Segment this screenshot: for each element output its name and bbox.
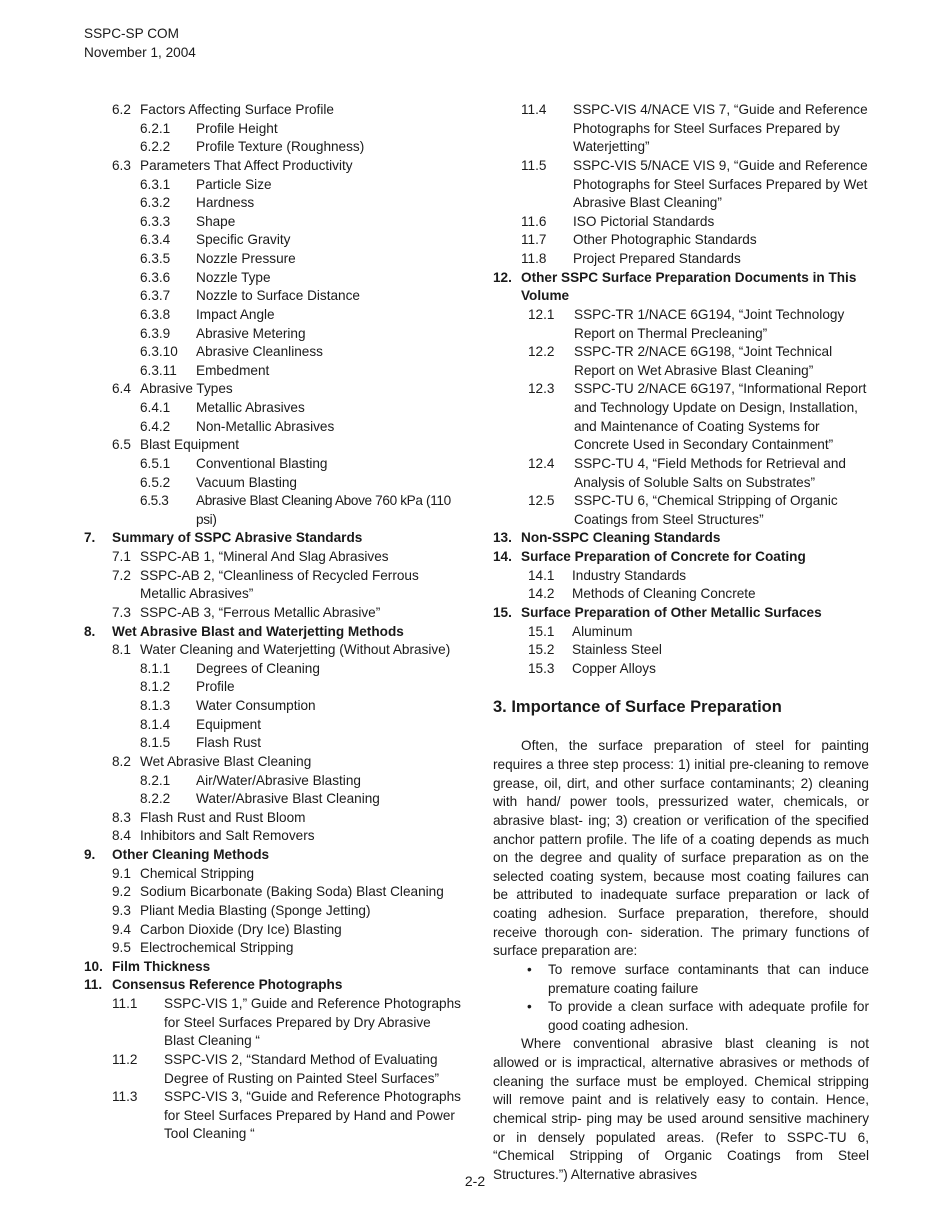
toc-entry-text: Film Thickness xyxy=(112,958,211,974)
toc-entry xyxy=(84,529,464,548)
toc-entry-number: 15.2 xyxy=(528,642,555,658)
toc-entry-text: Other SSPC Surface Preparation Documents in This Volume xyxy=(521,269,857,304)
toc-entry xyxy=(84,846,464,865)
toc-entry-text: Chemical Stripping xyxy=(140,865,255,881)
toc-entry-number: 12.1 xyxy=(528,306,555,322)
toc-entry-text: Stainless Steel xyxy=(572,642,662,658)
toc-entry-number: 9.2 xyxy=(112,884,131,900)
toc-entry xyxy=(84,809,464,828)
toc-entry-number: 12.2 xyxy=(528,344,555,360)
page-header xyxy=(84,24,196,62)
toc-entry xyxy=(84,343,464,362)
toc-entry xyxy=(84,325,464,344)
toc-entry-text: Aluminum xyxy=(572,623,633,639)
toc-entry xyxy=(84,790,464,809)
toc-entry-number: 6.3.4 xyxy=(140,232,171,248)
toc-entry xyxy=(84,976,464,995)
toc-entry xyxy=(493,529,869,548)
toc-entry-text: Specific Gravity xyxy=(196,232,291,248)
toc-entry-text: Abrasive Metering xyxy=(196,325,306,341)
toc-entry xyxy=(84,138,464,157)
toc-entry-text: Air/Water/Abrasive Blasting xyxy=(196,772,361,788)
toc-entry xyxy=(493,492,869,529)
toc-entry-number: 8.3 xyxy=(112,809,131,825)
toc-entry xyxy=(493,567,869,586)
toc-entry xyxy=(84,101,464,120)
toc-entry-text: SSPC-TR 1/NACE 6G194, “Joint Technology Report on Thermal Precleaning” xyxy=(574,306,845,341)
toc-entry xyxy=(84,306,464,325)
section-3-title: 3. Importance of Surface Preparation xyxy=(493,698,782,717)
toc-entry-text: Abrasive Cleanliness xyxy=(196,344,323,360)
toc-entry-text: Profile Texture (Roughness) xyxy=(196,139,365,155)
toc-entry-text: Pliant Media Blasting (Sponge Jetting) xyxy=(140,902,371,918)
toc-entry-text: Wet Abrasive Blast and Waterjetting Methods xyxy=(112,623,404,639)
toc-entry xyxy=(84,474,464,493)
toc-entry-number: 9.1 xyxy=(112,865,131,881)
document-date: November 1, 2004 xyxy=(84,45,196,60)
toc-entry-text: Carbon Dioxide (Dry Ice) Blasting xyxy=(140,921,342,937)
toc-entry-number: 11.3 xyxy=(112,1089,138,1105)
toc-entry-text: Hardness xyxy=(196,195,255,211)
toc-entry xyxy=(84,269,464,288)
toc-entry xyxy=(493,641,869,660)
toc-entry-number: 7.3 xyxy=(112,604,131,620)
toc-entry-text: Sodium Bicarbonate (Baking Soda) Blast Cleaning xyxy=(140,884,444,900)
toc-entry xyxy=(84,734,464,753)
toc-entry-text: Project Prepared Standards xyxy=(573,251,741,266)
toc-entry xyxy=(84,753,464,772)
toc-entry-number: 11.7 xyxy=(521,232,547,248)
toc-entry-text: Equipment xyxy=(196,716,261,732)
toc-entry-text: Nozzle Type xyxy=(196,269,271,285)
toc-entry-number: 6.3.3 xyxy=(140,213,171,229)
toc-entry-text: Particle Size xyxy=(196,176,272,192)
toc-entry-number: 7. xyxy=(84,530,96,546)
toc-entry-text: Abrasive Types xyxy=(140,381,233,397)
bullet-text: To remove surface contaminants that can induce premature coating failure xyxy=(548,961,869,996)
toc-entry-text: Conventional Blasting xyxy=(196,455,328,471)
toc-entry xyxy=(84,399,464,418)
section-3-paragraph-1: Often, the surface preparation of steel for painting requires a three step process: 1) initial pre-cleaning to remove grease, oil, dirt, and other surface contaminants; 2) cleaning with hand/ power tools, pressurized water, chemicals, or abrasive blast- ing; 3) creation or verification of the specified anchor pattern profile. The life of a coating depends as much on the degree and quality of surface preparation as on the selected coating system, because most coating failures can be attributed to inadequate surface preparation or lack of coating adhesion. Surface preparation, therefore, should receive thorough con- sideration. The primary functions of surface preparation are: xyxy=(493,738,869,959)
toc-entry-text: SSPC-TU 4, “Field Methods for Retrieval and Analysis of Soluble Salts on Substrates” xyxy=(574,455,846,490)
toc-entry-number: 6.2.2 xyxy=(140,139,171,155)
toc-entry xyxy=(84,250,464,269)
toc-entry-number: 14.2 xyxy=(528,586,555,602)
toc-entry xyxy=(493,157,869,213)
toc-entry xyxy=(493,306,869,343)
toc-entry xyxy=(493,585,869,604)
toc-entry xyxy=(84,939,464,958)
toc-entry xyxy=(84,678,464,697)
toc-entry-text: Surface Preparation of Other Metallic Surfaces xyxy=(521,604,822,620)
toc-entry xyxy=(84,921,464,940)
toc-entry-number: 15.3 xyxy=(528,660,555,676)
toc-entry xyxy=(84,604,464,623)
toc-entry-text: SSPC-TU 6, “Chemical Stripping of Organic Coatings from Steel Structures” xyxy=(574,493,838,527)
toc-entry-text: Degrees of Cleaning xyxy=(196,660,320,676)
toc-entry-text: Other Cleaning Methods xyxy=(112,847,270,862)
toc-entry-number: 12.3 xyxy=(528,381,555,397)
document-id: SSPC-SP COM xyxy=(84,26,179,41)
toc-entry-number: 11. xyxy=(84,977,103,993)
toc-entry-number: 6.3 xyxy=(112,157,131,173)
toc-entry-number: 9. xyxy=(84,847,96,862)
section-3-paragraph-2: Where conventional abrasive blast cleaning is not allowed or is impractical, alternative abrasives or methods of cleaning the surface must be employed. Chemical stripping will remove paint and is relatively easy to contain. Hence, chemical strip- ping may be used around sensitive machinery or in densely populated areas. (Refer to SSPC-TU 6, “Chemical Stripping of Organic Coatings from Steel Structures.”) Alternative abrasives xyxy=(493,1036,869,1182)
toc-entry-text: Flash Rust xyxy=(196,735,261,751)
toc-entry xyxy=(84,958,464,977)
toc-entry-text: Water Consumption xyxy=(196,698,316,713)
toc-entry xyxy=(493,623,869,642)
toc-entry-number: 8.1.4 xyxy=(140,716,171,732)
toc-entry-number: 6.3.7 xyxy=(140,288,171,304)
toc-entry-number: 6.4.2 xyxy=(140,418,171,434)
toc-entry-number: 9.3 xyxy=(112,902,131,918)
toc-entry-text: Water/Abrasive Blast Cleaning xyxy=(196,791,380,807)
toc-entry-text: Vacuum Blasting xyxy=(196,474,297,490)
toc-entry-text: Copper Alloys xyxy=(572,660,656,676)
toc-entry-number: 6.2 xyxy=(112,102,131,117)
toc-entry-number: 8.2.2 xyxy=(140,791,171,807)
toc-entry xyxy=(84,716,464,735)
toc-entry-number: 8.1.2 xyxy=(140,679,171,695)
toc-entry-text: Nozzle to Surface Distance xyxy=(196,288,360,304)
toc-entry-text: Profile Height xyxy=(196,120,278,136)
toc-entry xyxy=(84,623,464,642)
toc-entry-text: SSPC-TU 2/NACE 6G197, “Informational Report and Technology Update on Design, Installation, and Maintenance of Coating Systems for Concrete Used in Secondary Containment” xyxy=(574,381,867,453)
toc-entry-text: Blast Equipment xyxy=(140,437,239,453)
toc-entry-text: Profile xyxy=(196,679,235,695)
toc-entry-text: Impact Angle xyxy=(196,306,275,322)
toc-entry-text: SSPC-VIS 2, “Standard Method of Evaluating Degree of Rusting on Painted Steel Surfaces” xyxy=(164,1051,440,1086)
toc-entry xyxy=(84,380,464,399)
toc-entry-number: 8.1.1 xyxy=(140,660,171,676)
toc-entry xyxy=(84,362,464,381)
toc-entry xyxy=(84,231,464,250)
toc-entry-text: Inhibitors and Salt Removers xyxy=(140,828,315,844)
toc-entry-number: 11.1 xyxy=(112,996,138,1011)
toc-entry-number: 12. xyxy=(493,269,512,285)
toc-entry xyxy=(84,641,464,660)
toc-entry-number: 6.5.1 xyxy=(140,455,171,471)
bullet-text: To provide a clean surface with adequate profile for good coating adhesion. xyxy=(548,999,869,1033)
toc-entry xyxy=(84,418,464,437)
toc-entry-text: Other Photographic Standards xyxy=(573,232,757,248)
toc-entry-text: Water Cleaning and Waterjetting (Without Abrasive) xyxy=(140,642,451,658)
toc-entry-number: 8.2 xyxy=(112,753,131,769)
toc-entry-number: 14. xyxy=(493,549,512,564)
right-column xyxy=(493,101,869,1184)
toc-entry-text: Methods of Cleaning Concrete xyxy=(572,586,756,602)
toc-entry-number: 6.3.8 xyxy=(140,306,171,322)
toc-entry xyxy=(84,436,464,455)
toc-entry-number: 6.3.11 xyxy=(140,362,177,378)
toc-entry xyxy=(84,1051,464,1088)
toc-entry xyxy=(84,213,464,232)
toc-entry-number: 6.3.2 xyxy=(140,195,171,211)
toc-entry xyxy=(493,250,869,269)
bullet-icon: • xyxy=(527,999,532,1015)
toc-entry-number: 7.2 xyxy=(112,567,131,583)
toc-entry-number: 6.4.1 xyxy=(140,400,171,415)
toc-entry xyxy=(493,231,869,250)
bullet-item xyxy=(493,998,869,1035)
toc-entry xyxy=(84,995,464,1051)
toc-entry xyxy=(493,548,869,567)
toc-entry-text: SSPC-AB 1, “Mineral And Slag Abrasives xyxy=(140,549,389,564)
toc-entry-number: 6.4 xyxy=(112,381,131,397)
toc-right-list xyxy=(493,101,869,678)
toc-entry-number: 13. xyxy=(493,530,512,546)
bullet-icon: • xyxy=(527,961,532,977)
toc-entry-text: Non-Metallic Abrasives xyxy=(196,418,335,434)
toc-entry-text: Factors Affecting Surface Profile xyxy=(140,102,334,117)
toc-entry-text: SSPC-VIS 5/NACE VIS 9, “Guide and Reference Photographs for Steel Surfaces Prepared by Wet Abrasive Blast Cleaning” xyxy=(573,157,868,211)
toc-entry-number: 8. xyxy=(84,623,96,639)
toc-entry-number: 8.1.5 xyxy=(140,735,171,751)
toc-entry-text: SSPC-TR 2/NACE 6G198, “Joint Technical Report on Wet Abrasive Blast Cleaning” xyxy=(574,344,833,378)
bullet-item xyxy=(493,961,869,998)
toc-entry xyxy=(84,194,464,213)
toc-entry-text: SSPC-VIS 3, “Guide and Reference Photographs for Steel Surfaces Prepared by Hand and Power Tool Cleaning “ xyxy=(164,1089,461,1142)
toc-entry xyxy=(84,660,464,679)
toc-entry-text: Flash Rust and Rust Bloom xyxy=(140,809,306,825)
toc-entry xyxy=(84,120,464,139)
toc-entry-text: Parameters That Affect Productivity xyxy=(140,157,353,173)
toc-entry-number: 6.3.10 xyxy=(140,344,178,360)
toc-entry xyxy=(84,492,464,529)
toc-entry-text: Consensus Reference Photographs xyxy=(112,977,343,993)
toc-entry-text: Summary of SSPC Abrasive Standards xyxy=(112,530,363,546)
toc-entry-number: 8.4 xyxy=(112,828,131,844)
toc-entry-text: Shape xyxy=(196,213,236,229)
toc-entry-text: Nozzle Pressure xyxy=(196,251,296,266)
toc-entry xyxy=(493,380,869,455)
toc-entry-number: 9.5 xyxy=(112,940,131,956)
toc-entry-text: SSPC-VIS 4/NACE VIS 7, “Guide and Reference Photographs for Steel Surfaces Prepared by Waterjetting” xyxy=(573,102,868,155)
toc-entry xyxy=(84,157,464,176)
toc-entry-number: 14.1 xyxy=(528,567,555,583)
toc-entry-text: Abrasive Blast Cleaning Above 760 kPa (110 psi) xyxy=(196,493,451,527)
toc-entry-number: 12.4 xyxy=(528,455,555,471)
toc-entry-number: 8.2.1 xyxy=(140,772,171,788)
toc-entry-number: 12.5 xyxy=(528,493,555,509)
toc-entry xyxy=(493,101,869,157)
toc-entry-number: 11.2 xyxy=(112,1051,138,1067)
toc-entry xyxy=(493,455,869,492)
toc-entry xyxy=(84,176,464,195)
toc-entry-text: Metallic Abrasives xyxy=(196,400,305,415)
toc-entry xyxy=(84,455,464,474)
toc-entry-number: 15.1 xyxy=(528,623,555,639)
toc-entry xyxy=(493,604,869,623)
toc-entry-text: Non-SSPC Cleaning Standards xyxy=(521,530,721,546)
toc-entry-text: SSPC-AB 2, “Cleanliness of Recycled Ferrous Metallic Abrasives” xyxy=(140,567,419,602)
toc-entry-number: 6.3.6 xyxy=(140,269,171,285)
toc-entry-number: 8.1 xyxy=(112,642,131,658)
toc-entry-number: 6.3.1 xyxy=(140,176,171,192)
toc-entry-number: 9.4 xyxy=(112,921,131,937)
toc-entry-text: Industry Standards xyxy=(572,567,687,583)
toc-entry xyxy=(84,772,464,791)
toc-entry xyxy=(84,697,464,716)
toc-entry-number: 6.3.9 xyxy=(140,325,171,341)
toc-entry xyxy=(84,902,464,921)
toc-entry xyxy=(84,827,464,846)
toc-entry xyxy=(493,269,869,306)
toc-entry-number: 6.5.3 xyxy=(140,493,169,509)
toc-entry-number: 6.5 xyxy=(112,437,131,453)
toc-entry xyxy=(493,343,869,380)
toc-entry xyxy=(84,548,464,567)
toc-entry-text: Embedment xyxy=(196,362,270,378)
toc-entry xyxy=(84,1088,464,1144)
toc-entry-number: 7.1 xyxy=(112,549,131,564)
page-number: 2-2 xyxy=(464,1173,486,1189)
toc-entry-number: 15. xyxy=(493,604,512,620)
toc-entry-number: 11.4 xyxy=(521,102,547,117)
toc-entry xyxy=(84,567,464,604)
toc-entry-number: 6.5.2 xyxy=(140,474,171,490)
toc-entry xyxy=(84,287,464,306)
toc-entry-text: Wet Abrasive Blast Cleaning xyxy=(140,753,312,769)
toc-entry-number: 8.1.3 xyxy=(140,698,171,713)
toc-left-column xyxy=(84,101,464,1144)
toc-entry-number: 6.2.1 xyxy=(140,120,171,136)
toc-entry xyxy=(84,865,464,884)
toc-entry-number: 11.6 xyxy=(521,213,547,229)
toc-entry-text: SSPC-AB 3, “Ferrous Metallic Abrasive” xyxy=(140,604,381,620)
toc-entry-text: SSPC-VIS 1,” Guide and Reference Photographs for Steel Surfaces Prepared by Dry Abrasive Blast Cleaning “ xyxy=(164,996,461,1049)
toc-entry xyxy=(493,213,869,232)
toc-entry-text: Surface Preparation of Concrete for Coating xyxy=(521,549,806,564)
toc-entry-number: 11.8 xyxy=(521,251,547,266)
toc-entry-number: 6.3.5 xyxy=(140,251,171,266)
toc-entry-number: 11.5 xyxy=(521,157,547,173)
toc-entry xyxy=(493,660,869,679)
toc-entry xyxy=(84,883,464,902)
toc-entry-text: Electrochemical Stripping xyxy=(140,940,294,956)
toc-entry-text: ISO Pictorial Standards xyxy=(573,213,715,229)
toc-entry-number: 10. xyxy=(84,958,103,974)
